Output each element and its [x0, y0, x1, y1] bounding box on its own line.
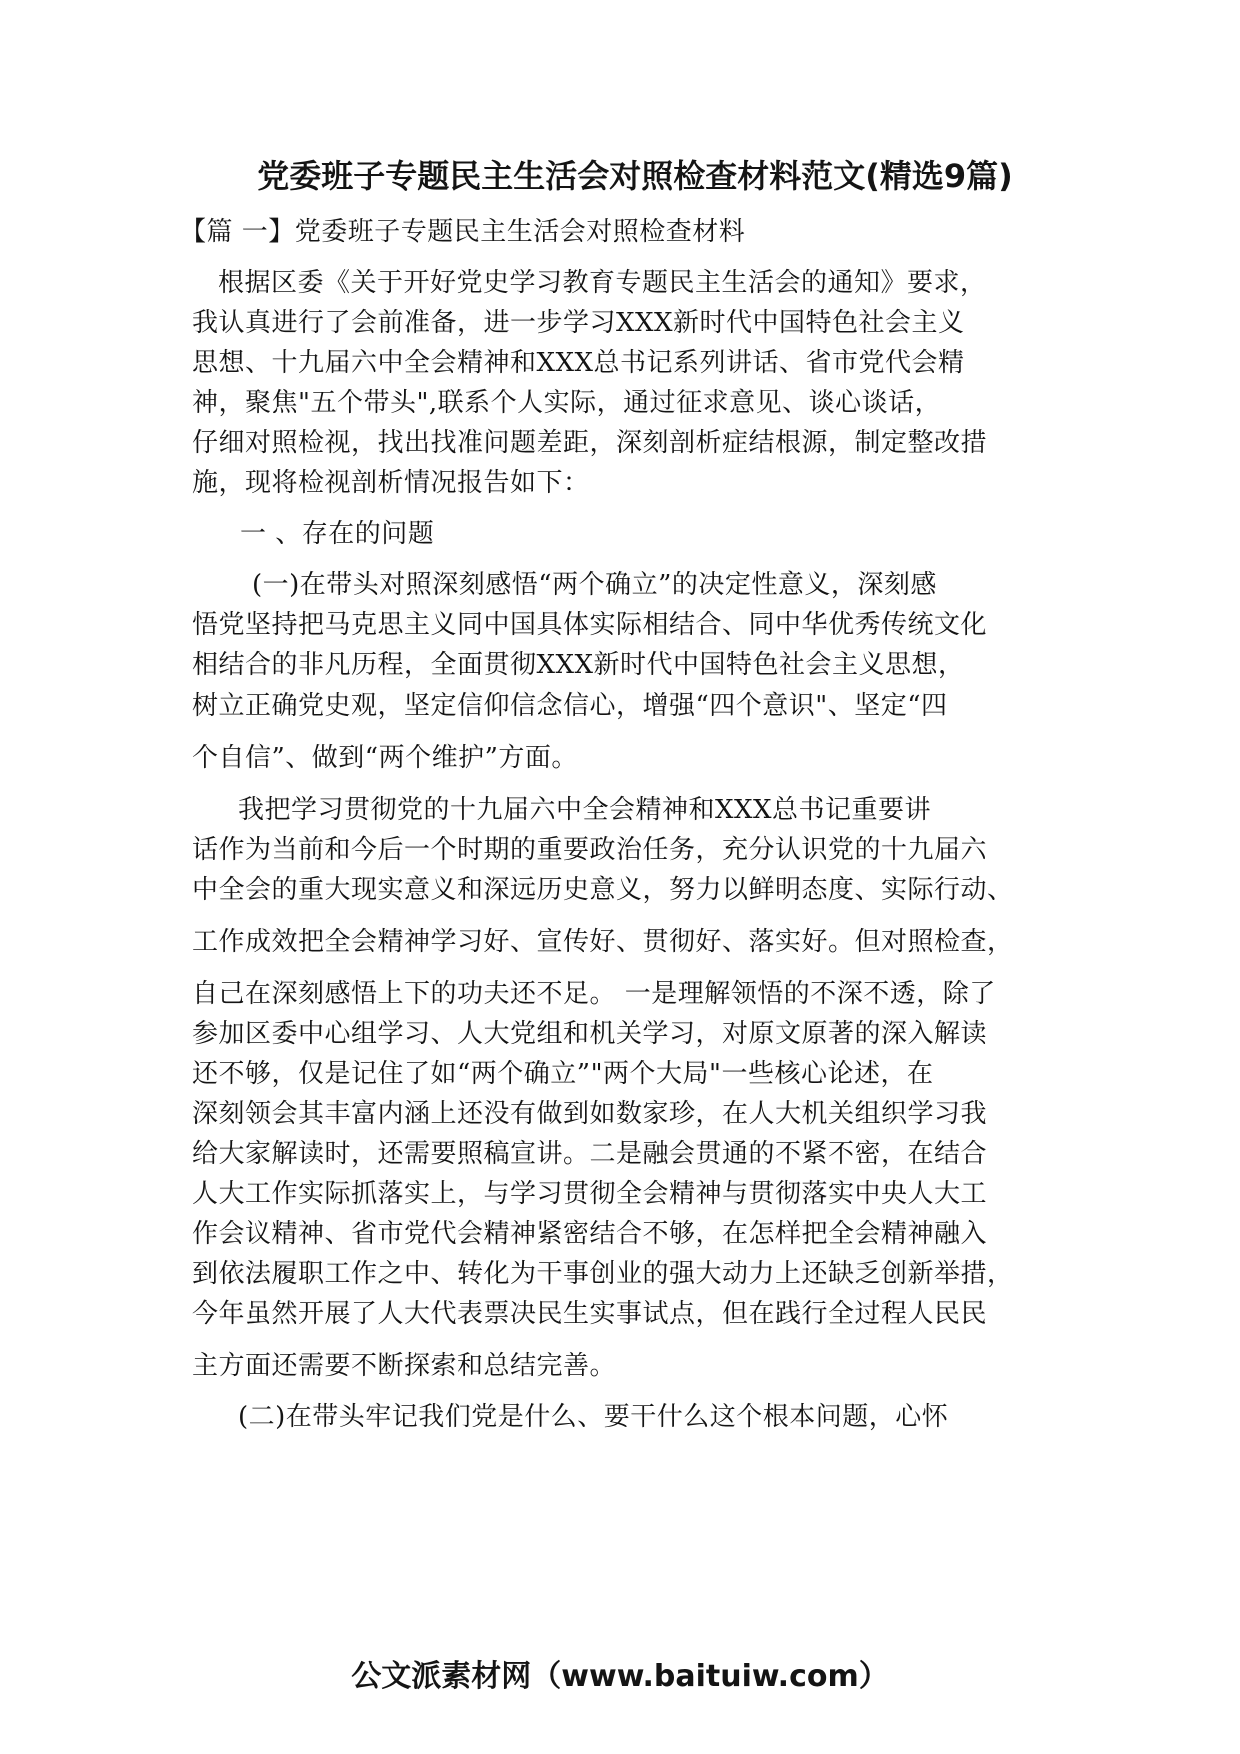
paragraph-line: 工作成效把全会精神学习好、宣传好、贯彻好、落实好。但对照检查，: [192, 927, 1014, 957]
footer-watermark: 公文派素材网（www.baituiw.com）: [351, 1659, 889, 1694]
paragraph-line: 相结合的非凡历程，全面贯彻XXX新时代中国特色社会主义思想，: [192, 650, 965, 680]
paragraph-line: 话作为当前和今后一个时期的重要政治任务，充分认识党的十九届六: [192, 835, 988, 865]
subsection-heading-line: 一 、存在的问题: [240, 519, 435, 549]
paragraph-line: 树立正确党史观，坚定信仰信念信心，增强“四个意识"、坚定“四: [192, 691, 948, 721]
paragraph-line: 自己在深刻感悟上下的功夫还不足。 一是理解领悟的不深不透，除了: [192, 979, 996, 1009]
paragraph-line: 人大工作实际抓落实上，与学习贯彻全会精神与贯彻落实中央人大工: [192, 1179, 988, 1209]
document-title: 党委班子专题民主生活会对照检查材料范文(精选9篇): [257, 157, 1013, 195]
paragraph-line: 中全会的重大现实意义和深远历史意义，努力以鲜明态度、实际行动、: [192, 875, 1014, 905]
paragraph-line: 根据区委《关于开好党史学习教育专题民主生活会的通知》要求，: [218, 268, 987, 298]
paragraph-line: 施，现将检视剖析情况报告如下：: [192, 468, 590, 498]
paragraph-line: 今年虽然开展了人大代表票决民生实事试点，但在践行全过程人民民: [192, 1299, 988, 1329]
paragraph-line: 我认真进行了会前准备，进一步学习XXX新时代中国特色社会主义: [192, 308, 965, 338]
paragraph-line: 深刻领会其丰富内涵上还没有做到如数家珍，在人大机关组织学习我: [192, 1099, 988, 1129]
paragraph-line: 个自信”、做到“两个维护”方面。: [192, 743, 578, 773]
paragraph-line: 还不够，仅是记住了如“两个确立”"两个大局"一些核心论述，在: [192, 1059, 934, 1089]
paragraph-line: (一)在带头对照深刻感悟“两个确立”的决定性意义，深刻感: [252, 570, 937, 600]
paragraph-line: 主方面还需要不断探索和总结完善。: [192, 1351, 617, 1381]
paragraph-line: (二)在带头牢记我们党是什么、要干什么这个根本问题，心怀: [238, 1402, 949, 1432]
section-heading-line: 【篇 一】党委班子专题民主生活会对照检查材料: [180, 217, 746, 247]
paragraph-line: 仔细对照检视，找出找准问题差距，深刻剖析症结根源，制定整改措: [192, 428, 988, 458]
paragraph-line: 参加区委中心组学习、人大党组和机关学习，对原文原著的深入解读: [192, 1019, 988, 1049]
paragraph-line: 悟党坚持把马克思主义同中国具体实际相结合、同中华优秀传统文化: [192, 610, 988, 640]
paragraph-line: 神，聚焦"五个带头",联系个人实际，通过征求意见、谈心谈话，: [192, 388, 942, 418]
paragraph-line: 给大家解读时，还需要照稿宣讲。二是融会贯通的不紧不密，在结合: [192, 1139, 988, 1169]
paragraph-line: 思想、十九届六中全会精神和XXX总书记系列讲话、省市党代会精: [192, 348, 965, 378]
paragraph-line: 我把学习贯彻党的十九届六中全会精神和XXX总书记重要讲: [238, 795, 932, 825]
paragraph-line: 到依法履职工作之中、转化为干事创业的强大动力上还缺乏创新举措，: [192, 1259, 1014, 1289]
paragraph-line: 作会议精神、省市党代会精神紧密结合不够，在怎样把全会精神融入: [192, 1219, 988, 1249]
